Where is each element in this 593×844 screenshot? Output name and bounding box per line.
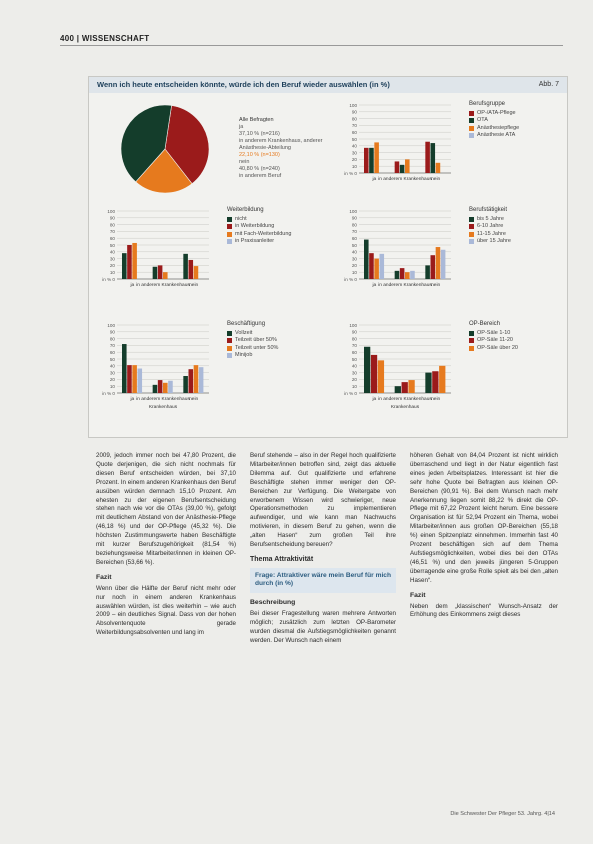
bar — [127, 365, 132, 393]
legend-swatch — [469, 126, 474, 131]
y-tick-label: 90 — [351, 109, 357, 115]
y-tick-label: 50 — [109, 356, 115, 362]
chart-legend — [469, 207, 549, 246]
legend-item — [469, 345, 549, 352]
pie-label: 37,10 % (n=216) — [239, 131, 280, 137]
pie-label: in anderem Krankenhaus, anderer Anästhesie-Abteilung — [239, 138, 323, 151]
page-number: 400 — [60, 34, 75, 43]
bar — [405, 272, 410, 279]
legend-swatch — [469, 239, 474, 244]
legend-label: in Praxisanleiter — [235, 238, 275, 244]
bar-chart — [95, 321, 213, 421]
y-tick-label: in % 0 — [102, 390, 115, 396]
legend-title: Berufsgruppe — [469, 101, 506, 107]
y-tick-label: 40 — [109, 363, 115, 369]
legend-label: OTA — [477, 117, 488, 123]
legend-item — [227, 231, 307, 238]
bar — [163, 383, 168, 393]
y-tick-label: 60 — [109, 236, 115, 241]
paragraph: 2009, jedoch immer noch bei 47,80 Prozent, die Quote derjenigen, die sich nicht nochmals für diesen Beruf entscheiden würden, bei 37,10 Prozent. In einem anderen Krankenhaus den Beruf ausüben würden demnach 15,10 Prozent. Am ehesten zu der eigenen Berufsentscheidung stehen nach wie vor die OTAs (39,00 %), gefolgt mit deutlichem Abstand von der Anästhesie-Pflege (46,18 %) und der OP-Pflege (45,32 %). Die höchsten Zustimmungswerte haben Beschäftigte mit kurzer Berufszugehörigkeit (81,54 %) beziehungsweise Mitarbeiter/innen in kleinen OP-Bereichen (53,66 %). — [96, 452, 236, 566]
bar — [425, 373, 431, 393]
y-tick-label: 90 — [351, 215, 357, 221]
y-tick-label: 60 — [351, 130, 357, 135]
section-heading: Fazit — [410, 591, 426, 599]
bar — [158, 265, 163, 279]
y-tick-label: 30 — [109, 370, 115, 376]
bar — [374, 142, 379, 173]
legend-swatch — [227, 331, 232, 336]
bar — [439, 366, 445, 393]
bar — [441, 250, 446, 279]
bar — [189, 369, 194, 393]
bar — [378, 360, 384, 393]
y-tick-label: 40 — [351, 143, 357, 149]
bar — [395, 161, 400, 173]
legend-swatch — [227, 224, 232, 229]
text-column-1 — [96, 452, 236, 638]
y-tick-label: 10 — [351, 384, 357, 389]
bar-panel-berufsgruppe — [337, 101, 557, 201]
bar — [400, 268, 405, 279]
figure-title: Wenn ich heute entscheiden könnte, würde ich den Beruf wieder auswählen (in %) Abb. 7 — [89, 77, 567, 93]
x-axis-label: Krankenhaus — [148, 405, 178, 410]
x-tick-label: nein — [189, 283, 199, 288]
y-tick-label: 70 — [351, 343, 357, 349]
y-tick-label: 50 — [351, 356, 357, 362]
bar-panel-beschaeftigung — [95, 321, 325, 431]
legend-title: Weiterbildung — [227, 207, 264, 213]
legend-label: 6-10 Jahre — [477, 223, 504, 229]
y-tick-label: 80 — [109, 336, 115, 342]
bar-chart — [337, 207, 455, 307]
y-tick-label: in % 0 — [344, 390, 357, 396]
x-tick-label: in anderem Krankenhaus — [378, 397, 432, 402]
bar — [364, 347, 370, 393]
pie-label: 22,10 % (n=130) — [239, 152, 280, 158]
legend-item — [469, 132, 549, 139]
bar — [158, 380, 163, 393]
chart-legend — [227, 321, 307, 360]
legend-item — [469, 223, 549, 230]
legend-label: bis 5 Jahre — [477, 215, 504, 222]
legend-label: Teilzeit unter 50% — [235, 344, 279, 351]
bar — [408, 380, 414, 393]
bar — [199, 367, 204, 393]
legend-swatch — [469, 338, 474, 343]
section-heading: Beschreibung — [250, 598, 296, 606]
bar — [436, 163, 441, 173]
legend-swatch — [469, 217, 474, 222]
x-tick-label: ja — [130, 397, 135, 402]
legend-swatch — [469, 232, 474, 237]
x-tick-label: nein — [431, 283, 441, 288]
y-tick-label: in % 0 — [344, 170, 357, 176]
y-tick-label: 40 — [109, 249, 115, 255]
y-tick-label: 90 — [351, 329, 357, 335]
bar — [431, 255, 436, 279]
y-tick-label: 40 — [351, 363, 357, 369]
legend-item — [227, 238, 307, 245]
paragraph: höheren Gehalt von 84,04 Prozent ist nicht wirklich überraschend und liegt in der Natur eigentlich fast eines jeden Arbeitsplatzes. Interessant ist hier die sehr hohe Quote bei Befragten aus kleinen OP-Bereichen (90,91 %). Bei dem Wunsch nach mehr Anerkennung liegen somit 88,22 % direkt die OP-Pflege mit 67,22 Prozent leicht herum. Eine bessere Organisation ist für 52,94 Prozent ein Thema, wobei Mitarbeiter/innen aus großen OP-Bereichen (55,18 %) einen Spitzenplatz einnehmen. Immerhin fast 40 Prozent beschäftigen sich auf dem Thema Aufstiegsmöglichkeiten, wobei dies bei den OTAs (46,51 %) und den jeweils jüngeren 5-Gruppen überragende eine große Rolle spielt als bei den „alten Hasen“. — [410, 452, 558, 584]
y-tick-label: 60 — [351, 350, 357, 355]
section-title: WISSENSCHAFT — [81, 34, 150, 43]
bar — [380, 254, 385, 279]
y-tick-label: 100 — [107, 208, 115, 214]
legend-item — [227, 345, 307, 352]
y-tick-label: 90 — [109, 329, 115, 335]
bar — [410, 271, 415, 279]
x-tick-label: nein — [431, 177, 441, 182]
bar-chart — [95, 207, 213, 307]
legend-label: OP-Säle 11-20 — [477, 337, 513, 343]
y-tick-label: 70 — [109, 229, 115, 235]
bar — [127, 245, 132, 279]
bar — [395, 271, 400, 279]
y-tick-label: 20 — [109, 377, 115, 383]
legend-swatch — [227, 232, 232, 237]
y-tick-label: 20 — [351, 377, 357, 383]
y-tick-label: 30 — [351, 256, 357, 262]
legend-item — [227, 337, 307, 344]
x-tick-label: in anderem Krankenhaus — [136, 283, 190, 288]
x-tick-label: ja — [372, 283, 377, 288]
paragraph: Wenn über die Hälfte der Beruf nicht mehr oder nur noch in einem anderen Krankenhaus auswählen würden, ist dies weiterhin – wie auch 2009 – ein deutliches Signal. Dass von der hohen Absolventenquote gerade Weiterbildungsabsolventen und lang im — [96, 584, 236, 637]
pie-label: nein — [239, 159, 250, 165]
bar — [132, 365, 137, 393]
legend-label: nicht — [235, 215, 247, 222]
x-tick-label: nein — [431, 397, 441, 402]
section-heading: Fazit — [96, 573, 112, 581]
y-tick-label: 70 — [351, 229, 357, 235]
y-tick-label: 100 — [349, 208, 357, 214]
legend-swatch — [227, 346, 232, 351]
legend-swatch — [227, 353, 232, 358]
y-tick-label: 10 — [109, 384, 115, 389]
legend-title: OP-Bereich — [469, 321, 501, 327]
question-box: Frage: Attraktiver wäre mein Beruf für mich durch (in %) — [250, 568, 396, 593]
legend-label: 11-15 Jahre — [477, 230, 506, 237]
y-tick-label: 20 — [351, 263, 357, 269]
bar — [168, 381, 173, 393]
y-tick-label: 80 — [351, 116, 357, 122]
x-tick-label: in anderem Krankenhaus — [378, 283, 432, 288]
page-header: 400 | WISSENSCHAFT — [60, 34, 150, 43]
figure-number: Abb. 7 — [538, 81, 559, 88]
legend-label: Minijob — [235, 352, 253, 358]
y-tick-label: 50 — [351, 136, 357, 142]
y-tick-label: 100 — [349, 102, 357, 108]
bar — [364, 148, 369, 173]
bar — [405, 159, 410, 173]
paragraph: Neben dem „klassischen“ Wunsch-Ansatz der Erhöhung des Einkommens zeigt dieses — [410, 602, 558, 619]
pie-chart — [103, 101, 233, 196]
x-axis-label: Krankenhaus — [390, 405, 420, 410]
bar — [364, 240, 369, 279]
legend-label: Teilzeit über 50% — [235, 337, 277, 343]
legend-title: Berufstätigkeit — [469, 207, 508, 213]
x-tick-label: nein — [189, 397, 199, 402]
y-tick-label: 50 — [351, 242, 357, 248]
pie-title: Alle Befragten — [239, 117, 274, 123]
bar-panel-weiterbildung — [95, 207, 325, 307]
y-tick-label: 100 — [349, 322, 357, 328]
legend-label: OP-Säle über 20 — [477, 344, 518, 351]
text-column-2 — [250, 452, 396, 645]
bar-panel-op-bereich — [337, 321, 565, 431]
y-tick-label: 60 — [109, 350, 115, 355]
legend-swatch — [227, 217, 232, 222]
y-tick-label: 80 — [351, 222, 357, 228]
bar — [432, 371, 438, 393]
legend-swatch — [469, 346, 474, 351]
legend-label: OP-/ATA-Pflege — [477, 109, 516, 116]
bar — [425, 265, 430, 279]
y-tick-label: 90 — [109, 215, 115, 221]
legend-label: Vollzeit — [235, 329, 253, 336]
y-tick-label: 30 — [109, 256, 115, 262]
bar — [400, 165, 405, 173]
legend-label: über 15 Jahre — [477, 238, 511, 244]
legend-item — [469, 110, 549, 117]
chart-legend — [469, 321, 549, 352]
chart-legend — [469, 101, 549, 140]
legend-swatch — [469, 111, 474, 116]
x-tick-label: ja — [372, 177, 377, 182]
bar — [395, 386, 401, 393]
y-tick-label: 70 — [109, 343, 115, 349]
pie-label: in anderem Beruf — [239, 173, 282, 179]
bar — [436, 247, 441, 279]
legend-item — [227, 352, 307, 359]
legend-label: Anästhesiepflege — [477, 124, 520, 131]
legend-swatch — [469, 133, 474, 138]
x-tick-label: ja — [130, 283, 135, 288]
header-divider — [60, 45, 563, 46]
legend-item — [227, 216, 307, 223]
x-tick-label: in anderem Krankenhaus — [136, 397, 190, 402]
bar — [369, 148, 374, 173]
y-tick-label: 30 — [351, 150, 357, 156]
bar — [194, 266, 199, 279]
legend-label: Anästhesie ATA — [477, 132, 516, 138]
legend-item — [469, 231, 549, 238]
bar — [374, 259, 379, 279]
bar — [183, 254, 188, 279]
legend-item — [469, 238, 549, 245]
y-tick-label: 80 — [351, 336, 357, 342]
bar — [425, 142, 430, 173]
legend-swatch — [227, 338, 232, 343]
legend-swatch — [469, 224, 474, 229]
bar — [153, 385, 158, 393]
legend-label: in Weiterbildung — [235, 223, 275, 229]
legend-item — [469, 337, 549, 344]
legend-item — [469, 330, 549, 337]
bar — [189, 260, 194, 279]
y-tick-label: 50 — [109, 242, 115, 248]
bar — [122, 344, 127, 393]
legend-item — [469, 117, 549, 124]
figure — [88, 76, 568, 438]
pie-label: 40,80 % (n=240) — [239, 166, 280, 172]
y-tick-label: 10 — [351, 270, 357, 275]
bar — [371, 355, 377, 393]
y-tick-label: 70 — [351, 123, 357, 129]
text-column-3 — [410, 452, 558, 620]
legend-swatch — [469, 118, 474, 123]
paragraph: Beruf stehende – also in der Regel hoch qualifizierte Mitarbeiter/innen betroffen sind, zeigt das aktuelle Dilemma auf. Gut qualifizierte und erfahrene Beschäftigte stehen immer weniger den OP-Bereichen zur Verfügung. Die Weitergabe von erworbenem Wissen wird schwieriger, neue Operationsmethoden zu implementieren aufwendiger, und wie kann man Nachwuchs motivieren, in diesem Beruf zu gehen, wenn die „alten Hasen“ zum großen Teil ihre Berufsentscheidung bereuen? — [250, 452, 396, 549]
y-tick-label: 10 — [351, 164, 357, 169]
legend-title: Beschäftigung — [227, 321, 266, 327]
bar — [163, 272, 168, 279]
bar-chart — [337, 321, 455, 421]
bar — [431, 143, 436, 173]
legend-item — [469, 125, 549, 132]
legend-item — [227, 330, 307, 337]
y-tick-label: 40 — [351, 249, 357, 255]
y-tick-label: 10 — [109, 270, 115, 275]
page-footer: Die Schwester Der Pfleger 53. Jahrg. 4|14 — [450, 811, 555, 817]
chart-legend — [227, 207, 307, 246]
bar — [194, 365, 199, 393]
x-tick-label: in anderem Krankenhaus — [378, 177, 432, 182]
paragraph: Bei dieser Fragestellung waren mehrere Antworten möglich; zusätzlich zum letzten OP-Barometer wurden diesmal die Aufstiegsmöglichkeiten genannt werden. Der Wunsch nach einem — [250, 609, 396, 644]
legend-swatch — [469, 331, 474, 336]
bar-chart — [337, 101, 455, 201]
y-tick-label: 20 — [351, 157, 357, 163]
bar — [153, 267, 158, 279]
x-tick-label: ja — [372, 397, 377, 402]
pie-panel — [103, 101, 323, 199]
legend-label: mit Fach-Weiterbildung — [235, 230, 292, 237]
bar — [402, 382, 408, 393]
legend-item — [469, 216, 549, 223]
pie-label: ja — [239, 124, 244, 130]
y-tick-label: 100 — [107, 322, 115, 328]
bar — [183, 376, 188, 393]
legend-label: OP-Säle 1-10 — [477, 329, 511, 336]
y-tick-label: 30 — [351, 370, 357, 376]
y-tick-label: 80 — [109, 222, 115, 228]
theme-box — [250, 556, 396, 593]
bar — [122, 253, 127, 279]
y-tick-label: in % 0 — [102, 276, 115, 282]
y-tick-label: 20 — [109, 263, 115, 269]
theme-heading: Thema Attraktivität — [250, 555, 314, 563]
legend-item — [227, 223, 307, 230]
legend-swatch — [227, 239, 232, 244]
bar-panel-berufstaetigkeit — [337, 207, 565, 307]
bar — [369, 253, 374, 279]
y-tick-label: in % 0 — [344, 276, 357, 282]
bar — [138, 369, 143, 393]
y-tick-label: 60 — [351, 236, 357, 241]
pie-legend — [239, 117, 323, 180]
bar — [132, 243, 137, 279]
